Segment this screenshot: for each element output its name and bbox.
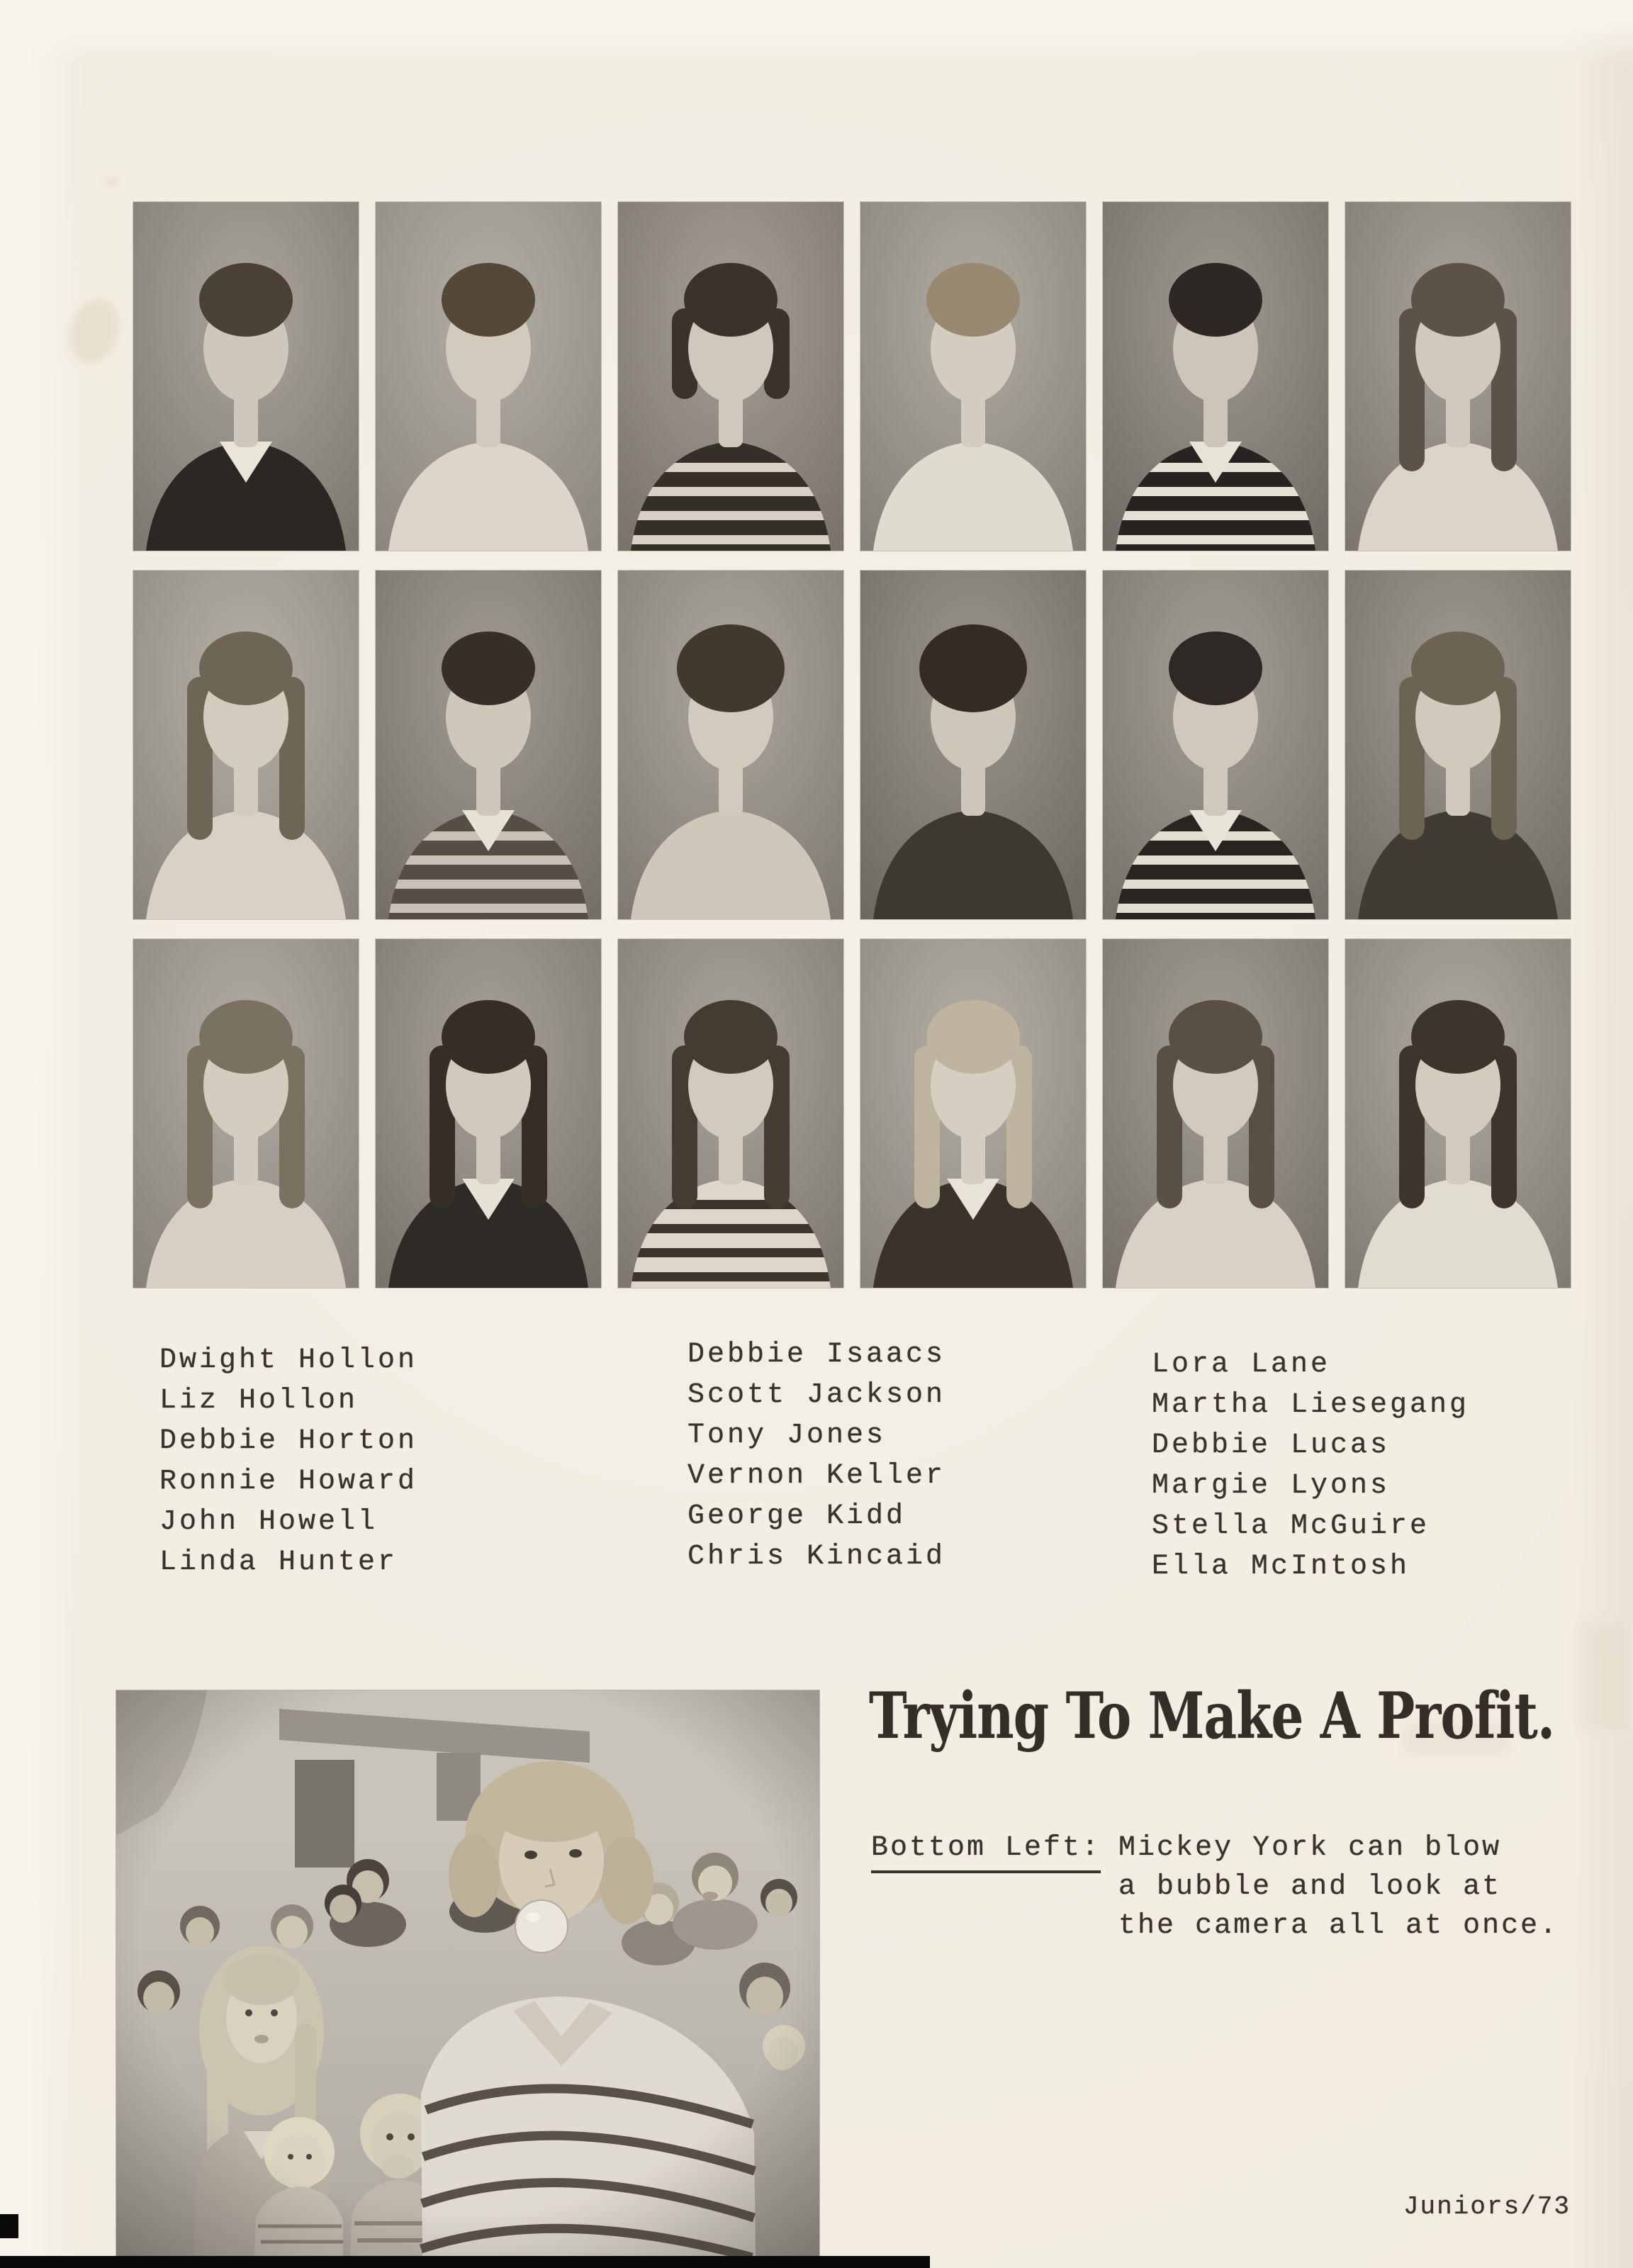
student-name: Debbie Horton bbox=[159, 1425, 418, 1457]
caption-line: a bubble and look at bbox=[1118, 1871, 1502, 1903]
portrait-photo-5 bbox=[1103, 202, 1328, 551]
portrait-photo-12 bbox=[1345, 571, 1571, 919]
student-name: Debbie Isaacs bbox=[688, 1339, 946, 1371]
names-column-2 bbox=[688, 1335, 945, 1577]
portrait-photo-3 bbox=[618, 202, 843, 551]
names-column-3 bbox=[1152, 1344, 1469, 1587]
student-name: Debbie Lucas bbox=[1152, 1430, 1391, 1461]
portrait-photo-9 bbox=[618, 571, 843, 919]
student-name: Ronnie Howard bbox=[159, 1466, 418, 1498]
portrait-photo-16 bbox=[860, 939, 1086, 1288]
student-name: Scott Jackson bbox=[688, 1379, 946, 1411]
portrait-photo-11 bbox=[1103, 571, 1328, 919]
caption-label: Bottom Left: bbox=[871, 1829, 1101, 1873]
portrait-photo-10 bbox=[860, 571, 1086, 919]
print-bleed-ghost bbox=[1579, 1623, 1624, 1729]
photo-caption bbox=[871, 1829, 1559, 1946]
student-name: John Howell bbox=[159, 1506, 378, 1538]
student-name: Liz Hollon bbox=[159, 1385, 359, 1417]
paper-smudge bbox=[60, 292, 128, 371]
portrait-photo-4 bbox=[860, 202, 1086, 551]
portrait-photo-8 bbox=[376, 571, 601, 919]
crowd-photo-art bbox=[116, 1690, 819, 2257]
scan-edge-artifact bbox=[0, 2214, 18, 2238]
caption-line: the camera all at once. bbox=[1118, 1910, 1559, 1942]
portrait-photo-1 bbox=[133, 202, 359, 551]
student-name: Ella McIntosh bbox=[1152, 1551, 1410, 1583]
portrait-photo-7 bbox=[133, 571, 359, 919]
student-name: Dwight Hollon bbox=[159, 1344, 418, 1376]
student-name: Stella McGuire bbox=[1152, 1510, 1430, 1542]
caption-line: Mickey York can blow bbox=[1118, 1832, 1502, 1864]
section-title: Trying To Make A Profit. bbox=[869, 1678, 1555, 1753]
student-name: George Kidd bbox=[688, 1500, 907, 1532]
student-name: Tony Jones bbox=[688, 1420, 887, 1452]
student-name: Linda Hunter bbox=[159, 1546, 398, 1578]
portrait-photo-17 bbox=[1103, 939, 1328, 1288]
crowd-photo bbox=[116, 1690, 819, 2257]
student-name: Lora Lane bbox=[1152, 1349, 1331, 1381]
portrait-photo-2 bbox=[376, 202, 601, 551]
portrait-photo-14 bbox=[376, 939, 601, 1288]
caption-text bbox=[1118, 1829, 1559, 1946]
paper-smudge bbox=[105, 177, 119, 187]
portrait-photo-15 bbox=[618, 939, 843, 1288]
student-name: Martha Liesegang bbox=[1152, 1389, 1470, 1421]
portrait-photo-6 bbox=[1345, 202, 1571, 551]
page-folio: Juniors/73 bbox=[1403, 2192, 1571, 2221]
student-name: Chris Kincaid bbox=[688, 1541, 946, 1573]
names-column-1 bbox=[159, 1340, 417, 1583]
student-name: Vernon Keller bbox=[688, 1460, 946, 1492]
portrait-photo-13 bbox=[133, 939, 359, 1288]
student-name: Margie Lyons bbox=[1152, 1470, 1391, 1502]
portrait-photo-18 bbox=[1345, 939, 1571, 1288]
scan-edge-artifact bbox=[0, 2256, 930, 2268]
portrait-grid bbox=[133, 202, 1571, 1288]
